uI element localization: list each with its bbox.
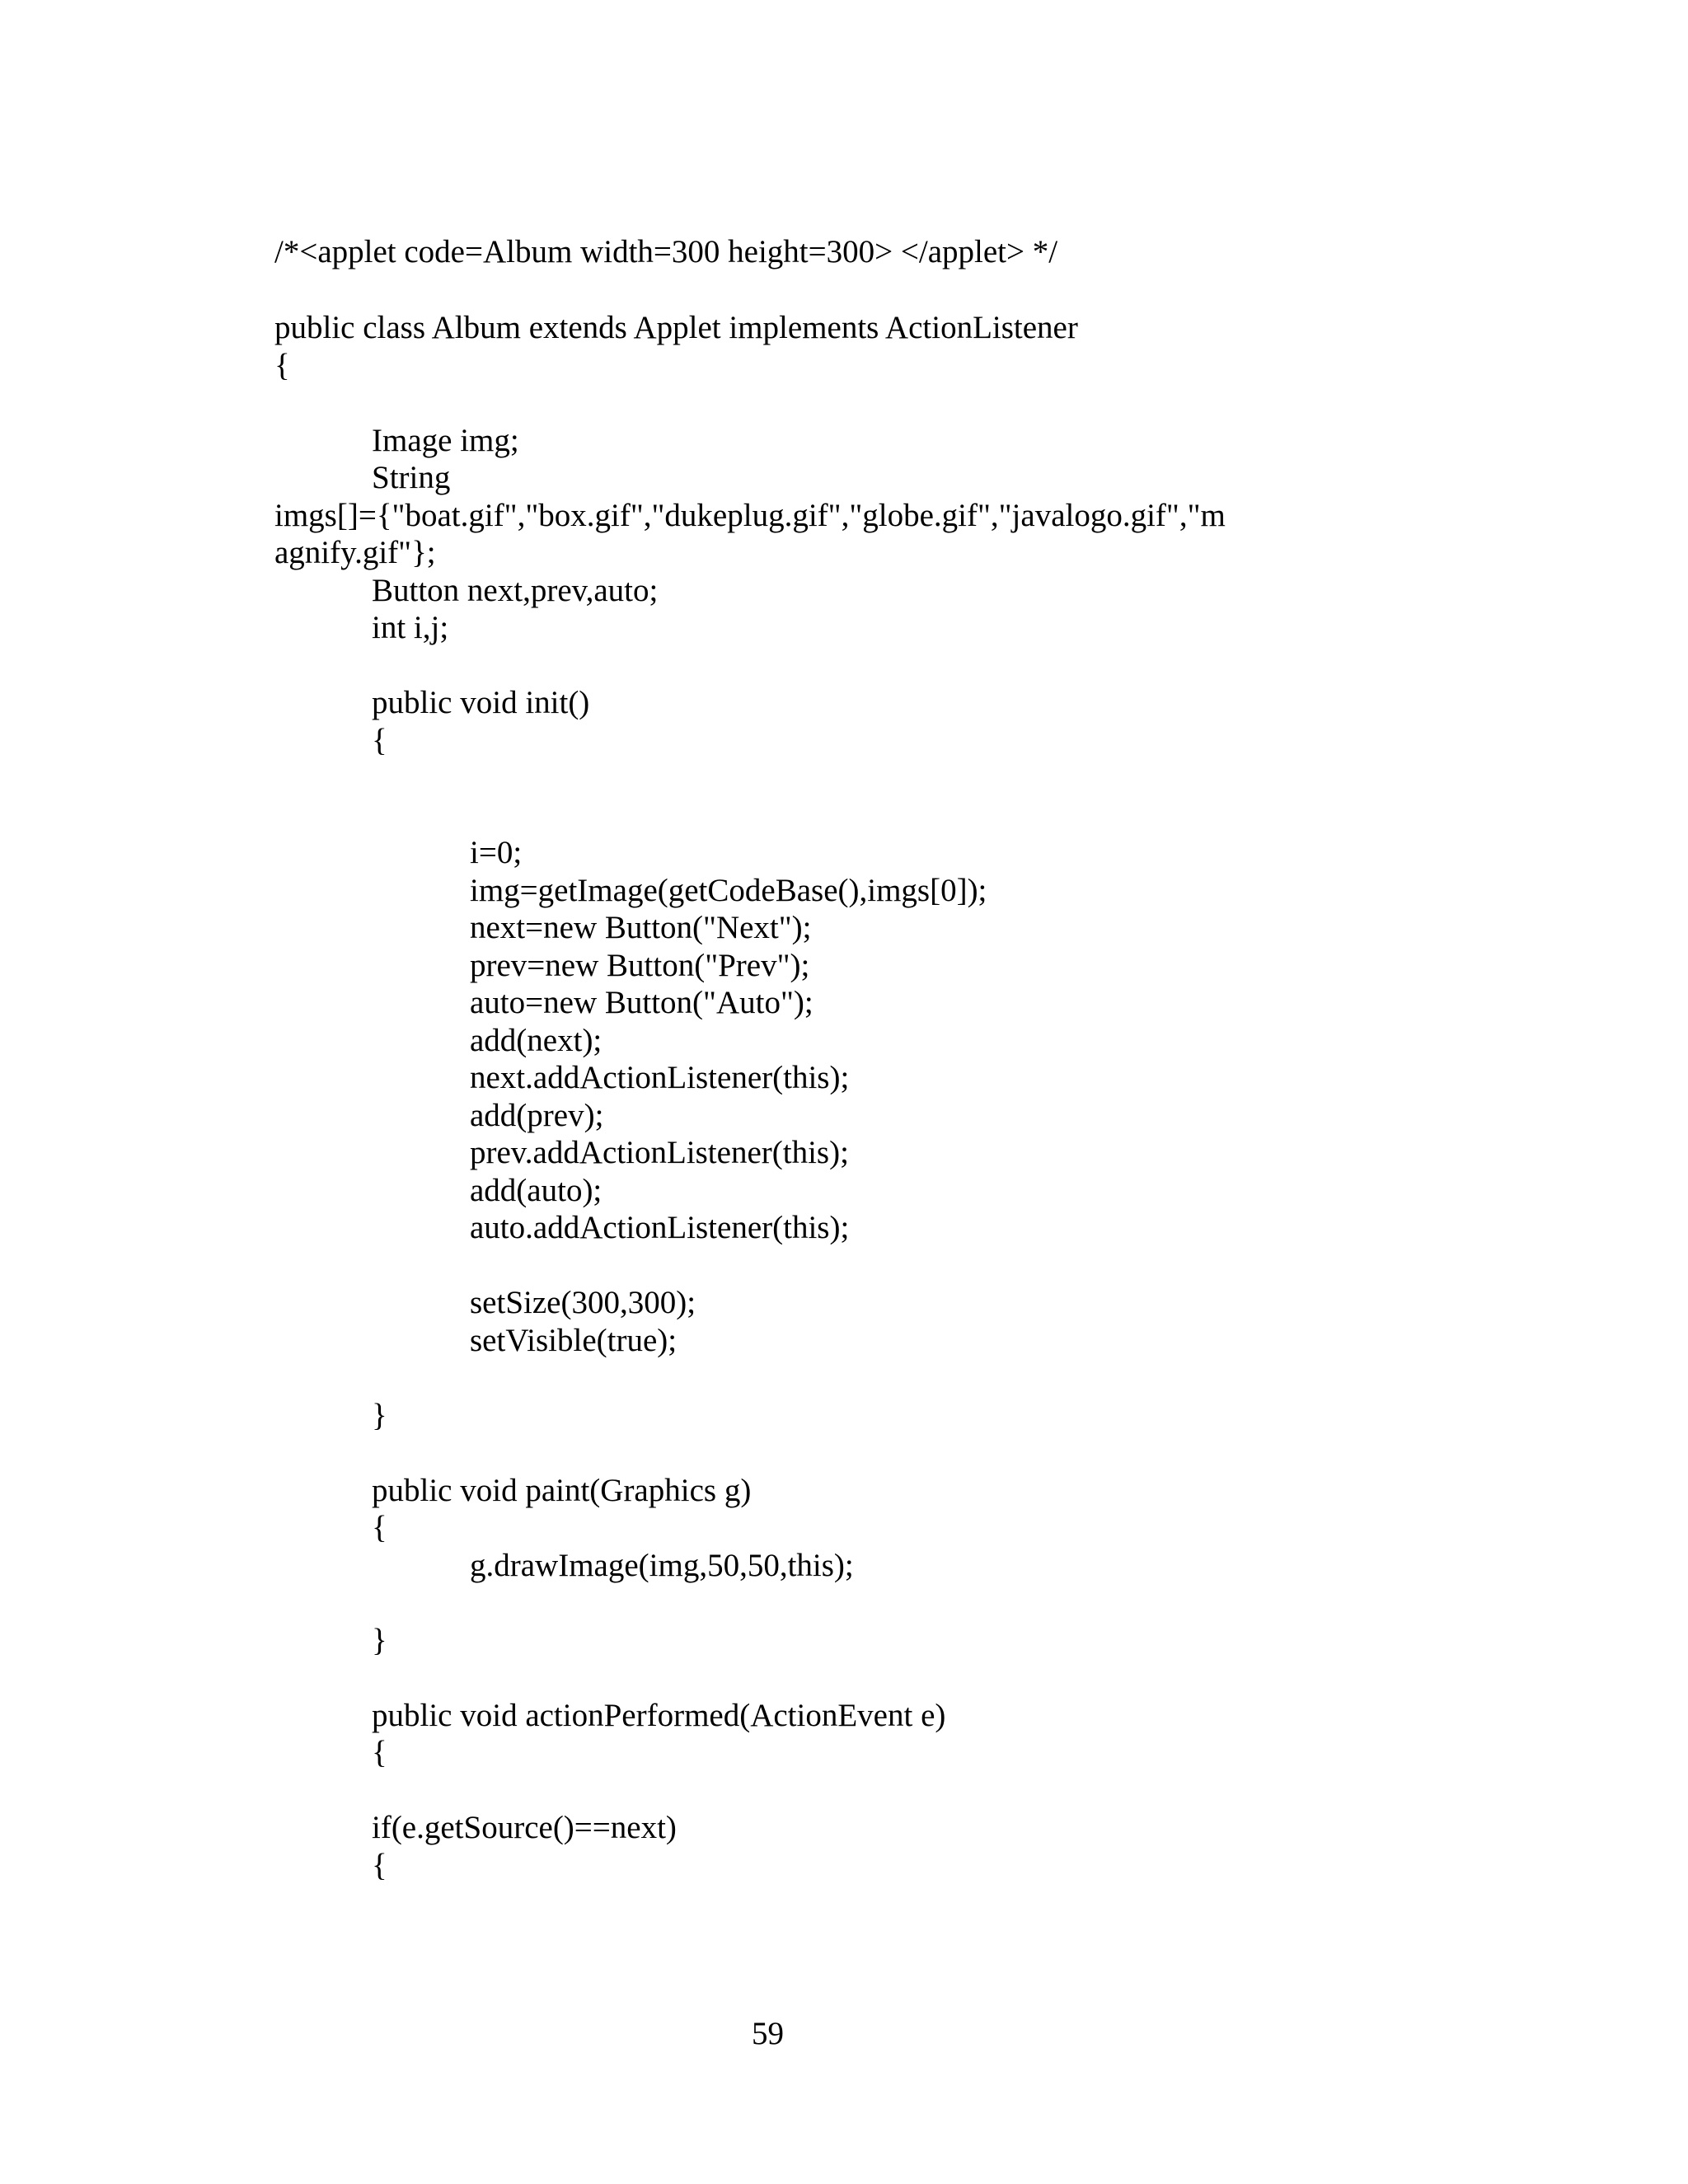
code-line: /*<applet code=Album width=300 height=300> </applet> */ <box>274 234 1058 269</box>
code-line: add(next); <box>470 1023 603 1058</box>
code-line: next.addActionListener(this); <box>470 1060 850 1095</box>
code-line: { <box>372 1510 387 1545</box>
code-line: auto.addActionListener(this); <box>470 1210 850 1245</box>
code-line: public void actionPerformed(ActionEvent e) <box>372 1698 946 1733</box>
code-line: public void init() <box>372 685 590 720</box>
code-line: setVisible(true); <box>470 1323 678 1358</box>
code-line: int i,j; <box>372 610 449 645</box>
code-line: g.drawImage(img,50,50,this); <box>470 1548 854 1583</box>
page-number: 59 <box>752 2016 784 2051</box>
code-line: { <box>372 1735 387 1770</box>
code-line: add(prev); <box>470 1098 604 1133</box>
code-line: prev=new Button("Prev"); <box>470 948 810 983</box>
code-line: setSize(300,300); <box>470 1285 696 1320</box>
code-line: } <box>372 1398 387 1433</box>
code-line: img=getImage(getCodeBase(),imgs[0]); <box>470 873 987 908</box>
code-line: next=new Button("Next"); <box>470 910 812 945</box>
code-line: } <box>372 1623 387 1658</box>
code-line: Button next,prev,auto; <box>372 573 659 608</box>
code-line: String <box>372 460 451 495</box>
code-line: prev.addActionListener(this); <box>470 1135 849 1170</box>
code-line: imgs[]={"boat.gif","box.gif","dukeplug.gif","globe.gif","javalogo.gif","m <box>274 498 1226 533</box>
code-line: { <box>372 723 387 758</box>
code-line: auto=new Button("Auto"); <box>470 985 814 1020</box>
code-line: { <box>274 348 290 383</box>
code-line: agnify.gif"}; <box>274 535 436 570</box>
code-line: public void paint(Graphics g) <box>372 1473 752 1508</box>
code-line: public class Album extends Applet implements ActionListener <box>274 310 1078 345</box>
code-line: Image img; <box>372 423 519 458</box>
code-line: add(auto); <box>470 1173 603 1208</box>
code-line: i=0; <box>470 835 523 870</box>
code-line: if(e.getSource()==next) <box>372 1810 677 1845</box>
code-line: { <box>372 1848 387 1883</box>
